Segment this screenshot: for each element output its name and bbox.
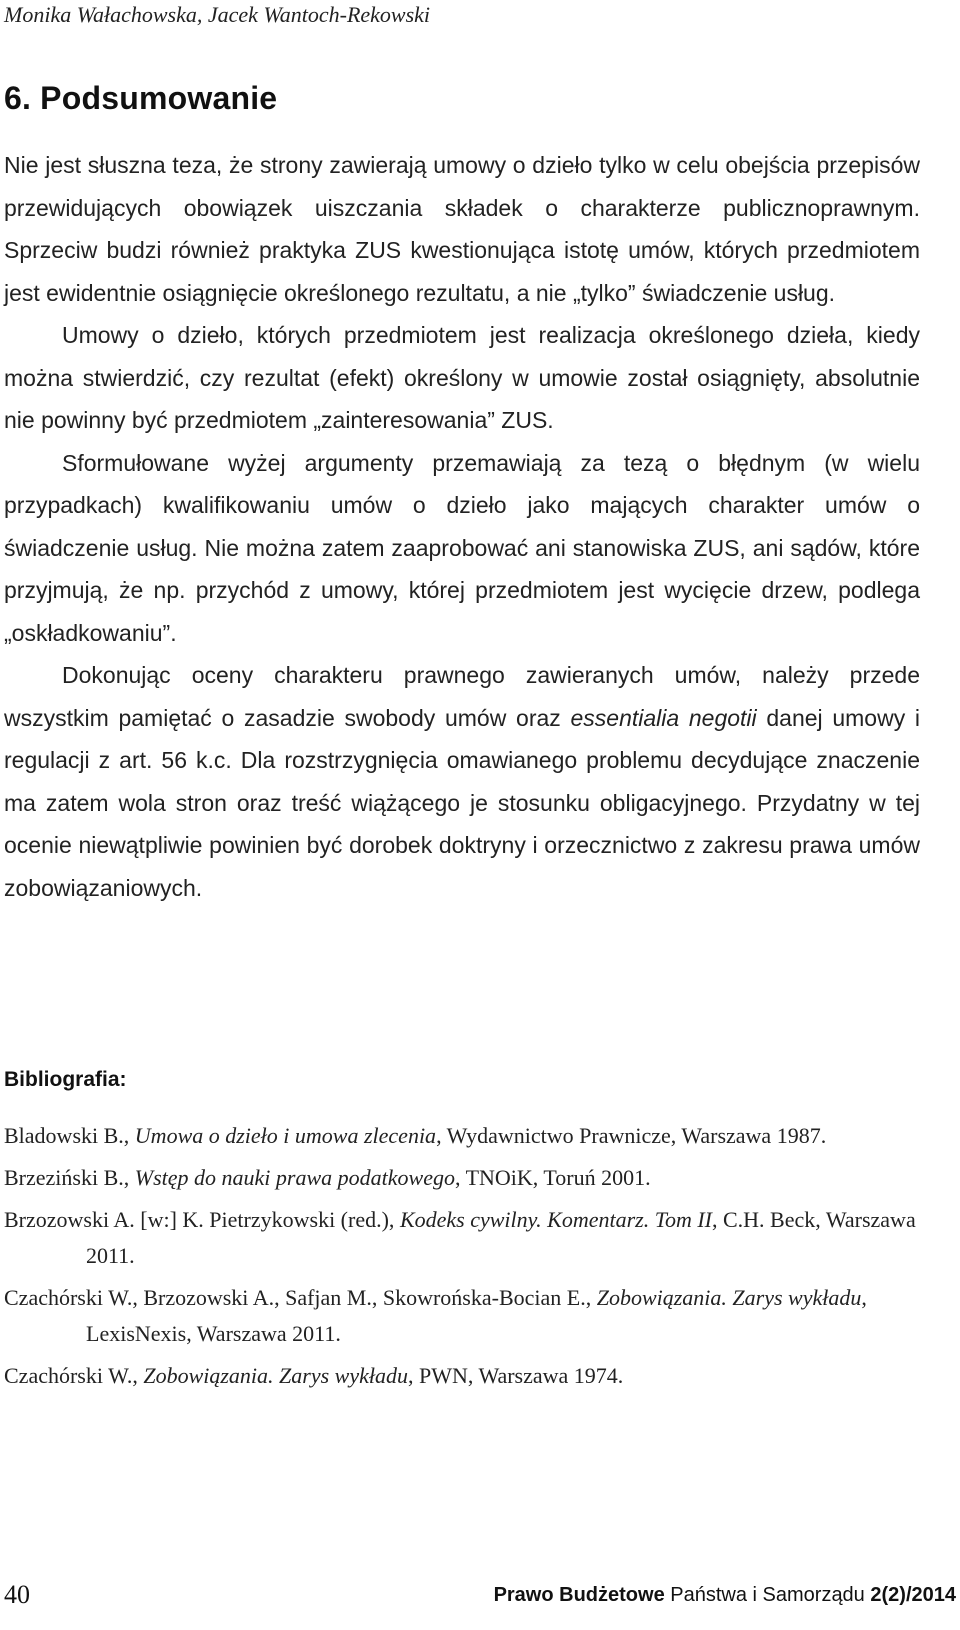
bib-publisher: , C.H. Beck, Warszawa 2011. bbox=[86, 1207, 916, 1268]
journal-subtitle: Państwa i Samorządu bbox=[670, 1584, 865, 1606]
journal-main-title: Prawo Budżetowe bbox=[493, 1584, 665, 1606]
bibliography-entry bbox=[4, 1160, 920, 1196]
bibliography-title: Bibliografia: bbox=[4, 1068, 127, 1091]
bibliography-entry bbox=[4, 1118, 920, 1154]
paragraph-4 bbox=[4, 654, 920, 909]
journal-name bbox=[494, 1584, 956, 1607]
paragraph-2: Umowy o dzieło, których przedmiotem jest realizacja określonego dzieła, kiedy można stwierdzić, czy rezultat (efekt) określony w umowie został osiągnięty, absolutnie nie powinny być przedmiotem „zainteresowania” ZUS. bbox=[4, 322, 920, 433]
bib-publisher: , LexisNexis, Warszawa 2011. bbox=[86, 1285, 867, 1346]
paragraph-1: Nie jest słuszna teza, że strony zawierają umowy o dzieło tylko w celu obejścia przepisów przewidujących obowiązek uiszczania składek o charakterze publicznoprawnym. Sprzeciw budzi również praktyka ZUS kwestionująca istotę umów, których przedmiotem jest ewidentnie osiągnięcie określonego rezultatu, a nie „tylko” świadczenie usług. bbox=[4, 152, 920, 306]
bib-author: Czachórski W., bbox=[4, 1363, 144, 1388]
summary-body bbox=[4, 144, 920, 909]
bibliography-entry bbox=[4, 1358, 920, 1394]
journal-issue: 2(2)/2014 bbox=[870, 1584, 956, 1606]
bib-publisher: , PWN, Warszawa 1974. bbox=[407, 1363, 624, 1388]
bibliography-entry bbox=[4, 1202, 920, 1274]
bib-author: Czachórski W., Brzozowski A., Safjan M., Skowrońska-Bocian E., bbox=[4, 1285, 597, 1310]
bib-publisher: , TNOiK, Toruń 2001. bbox=[454, 1165, 651, 1190]
paragraph-4-latin-term: essentialia negotii bbox=[570, 704, 757, 731]
bib-publisher: , Wydawnictwo Prawnicze, Warszawa 1987. bbox=[436, 1123, 827, 1148]
bib-title: Zobowiązania. Zarys wykładu bbox=[596, 1285, 862, 1310]
bib-title: Zobowiązania. Zarys wykładu bbox=[143, 1363, 408, 1388]
bib-title: Umowa o dzieło i umowa zlecenia bbox=[134, 1123, 437, 1148]
bib-author: Brzeziński B., bbox=[4, 1165, 135, 1190]
page-number: 40 bbox=[4, 1580, 30, 1609]
section-title: 6. Podsumowanie bbox=[4, 80, 278, 116]
bib-title: Kodeks cywilny. Komentarz. Tom II bbox=[399, 1207, 712, 1232]
bib-author: Bladowski B., bbox=[4, 1123, 135, 1148]
paragraph-3: Sformułowane wyżej argumenty przemawiają za tezą o błędnym (w wielu przypadkach) kwalifikowaniu umów o dzieło jako mających charakter umów o świadczenie usług. Nie można zatem zaaprobować ani stanowiska ZUS, ani sądów, które przyjmują, że np. przychód z umowy, której przedmiotem jest wycięcie drzew, podlega „oskładkowaniu”. bbox=[4, 449, 920, 646]
running-head-authors: Monika Wałachowska, Jacek Wantoch-Rekowski bbox=[4, 2, 431, 27]
paragraph-4-text-a: Dokonując oceny charakteru prawnego zawieranych umów, należy przede wszystkim pamiętać o zasadzie swobody umów oraz bbox=[4, 662, 920, 731]
bib-title: Wstęp do nauki prawa podatkowego bbox=[134, 1165, 455, 1190]
bibliography-list bbox=[4, 1118, 920, 1400]
paragraph-4-text-b: danej umowy i regulacji z art. 56 k.c. Dla rozstrzygnięcia omawianego problemu decydujące znaczenie ma zatem wola stron oraz treść wiążącego je stosunku obligacyjnego. Przydatny w tej ocenie niewątpliwie powinien być dorobek doktryny i orzecznictwo z zakresu prawa umów zobowiązaniowych. bbox=[4, 704, 921, 901]
bibliography-entry bbox=[4, 1280, 920, 1352]
bib-author: Brzozowski A. [w:] K. Pietrzykowski (red.), bbox=[4, 1207, 400, 1232]
